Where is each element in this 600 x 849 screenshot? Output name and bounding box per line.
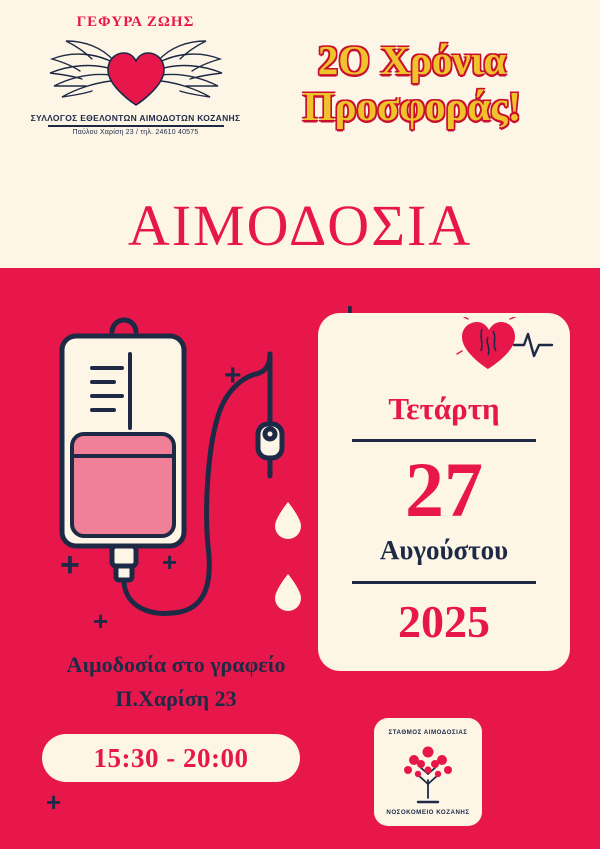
- logo-arc-text: ΓΕΦΥΡΑ ΖΩΗΣ: [76, 14, 195, 30]
- venue-line-1: Αιμοδοσία στο γραφείο: [66, 652, 286, 677]
- plus-decoration-icon: +: [46, 787, 62, 817]
- venue-info: [16, 652, 336, 712]
- association-logo: [28, 14, 243, 136]
- event-weekday: Τετάρτη: [388, 391, 500, 426]
- blood-bag-illustration: [30, 306, 320, 636]
- plus-decoration-icon: +: [93, 606, 109, 636]
- date-card: [318, 313, 570, 671]
- anniversary-line-1: 2Ο Χρόνια: [317, 37, 507, 83]
- event-time-badge: 15:30 - 20:00: [42, 734, 300, 782]
- card-divider-bottom: [352, 581, 536, 584]
- anniversary-headline: [242, 38, 582, 130]
- stamp-bottom-text: ΝΟΣΟΚΟΜΕΙΟ ΚΟΖΑΝΗΣ: [386, 809, 470, 816]
- winged-heart-icon: [36, 33, 236, 111]
- stamp-top-text: ΣΤΑΘΜΟΣ ΑΙΜΟΔΟΣΙΑΣ: [388, 729, 468, 736]
- logo-contact-info: Παύλου Χαρίση 23 / τηλ. 24610 40575: [72, 128, 199, 136]
- plus-decoration-icon: +: [162, 547, 178, 577]
- venue-line-2: Π.Χαρίση 23: [115, 686, 237, 711]
- event-day-number: 27: [405, 446, 483, 533]
- logo-divider: [48, 125, 224, 127]
- logo-association-name: ΣΥΛΛΟΓΟΣ ΕΘΕΛΟΝΤΩΝ ΑΙΜΟΔΟΤΩΝ ΚΟΖΑΝΗΣ: [30, 113, 241, 123]
- event-month: Αυγούστου: [379, 535, 509, 565]
- event-year: 2025: [398, 596, 490, 647]
- plus-decoration-icon: +: [224, 359, 242, 392]
- poster-body: [0, 268, 600, 849]
- plus-decoration-icon: +: [60, 546, 80, 584]
- hospital-blood-station-logo: [374, 718, 482, 826]
- card-divider-top: [352, 439, 536, 442]
- anniversary-line-2: Προσφοράς!: [302, 82, 522, 129]
- heartbeat-icon: [448, 317, 556, 377]
- page-title: ΑΙΜΟΔΟΣΙΑ: [127, 193, 473, 258]
- poster-header: [0, 0, 600, 268]
- blood-tree-icon: [374, 718, 482, 826]
